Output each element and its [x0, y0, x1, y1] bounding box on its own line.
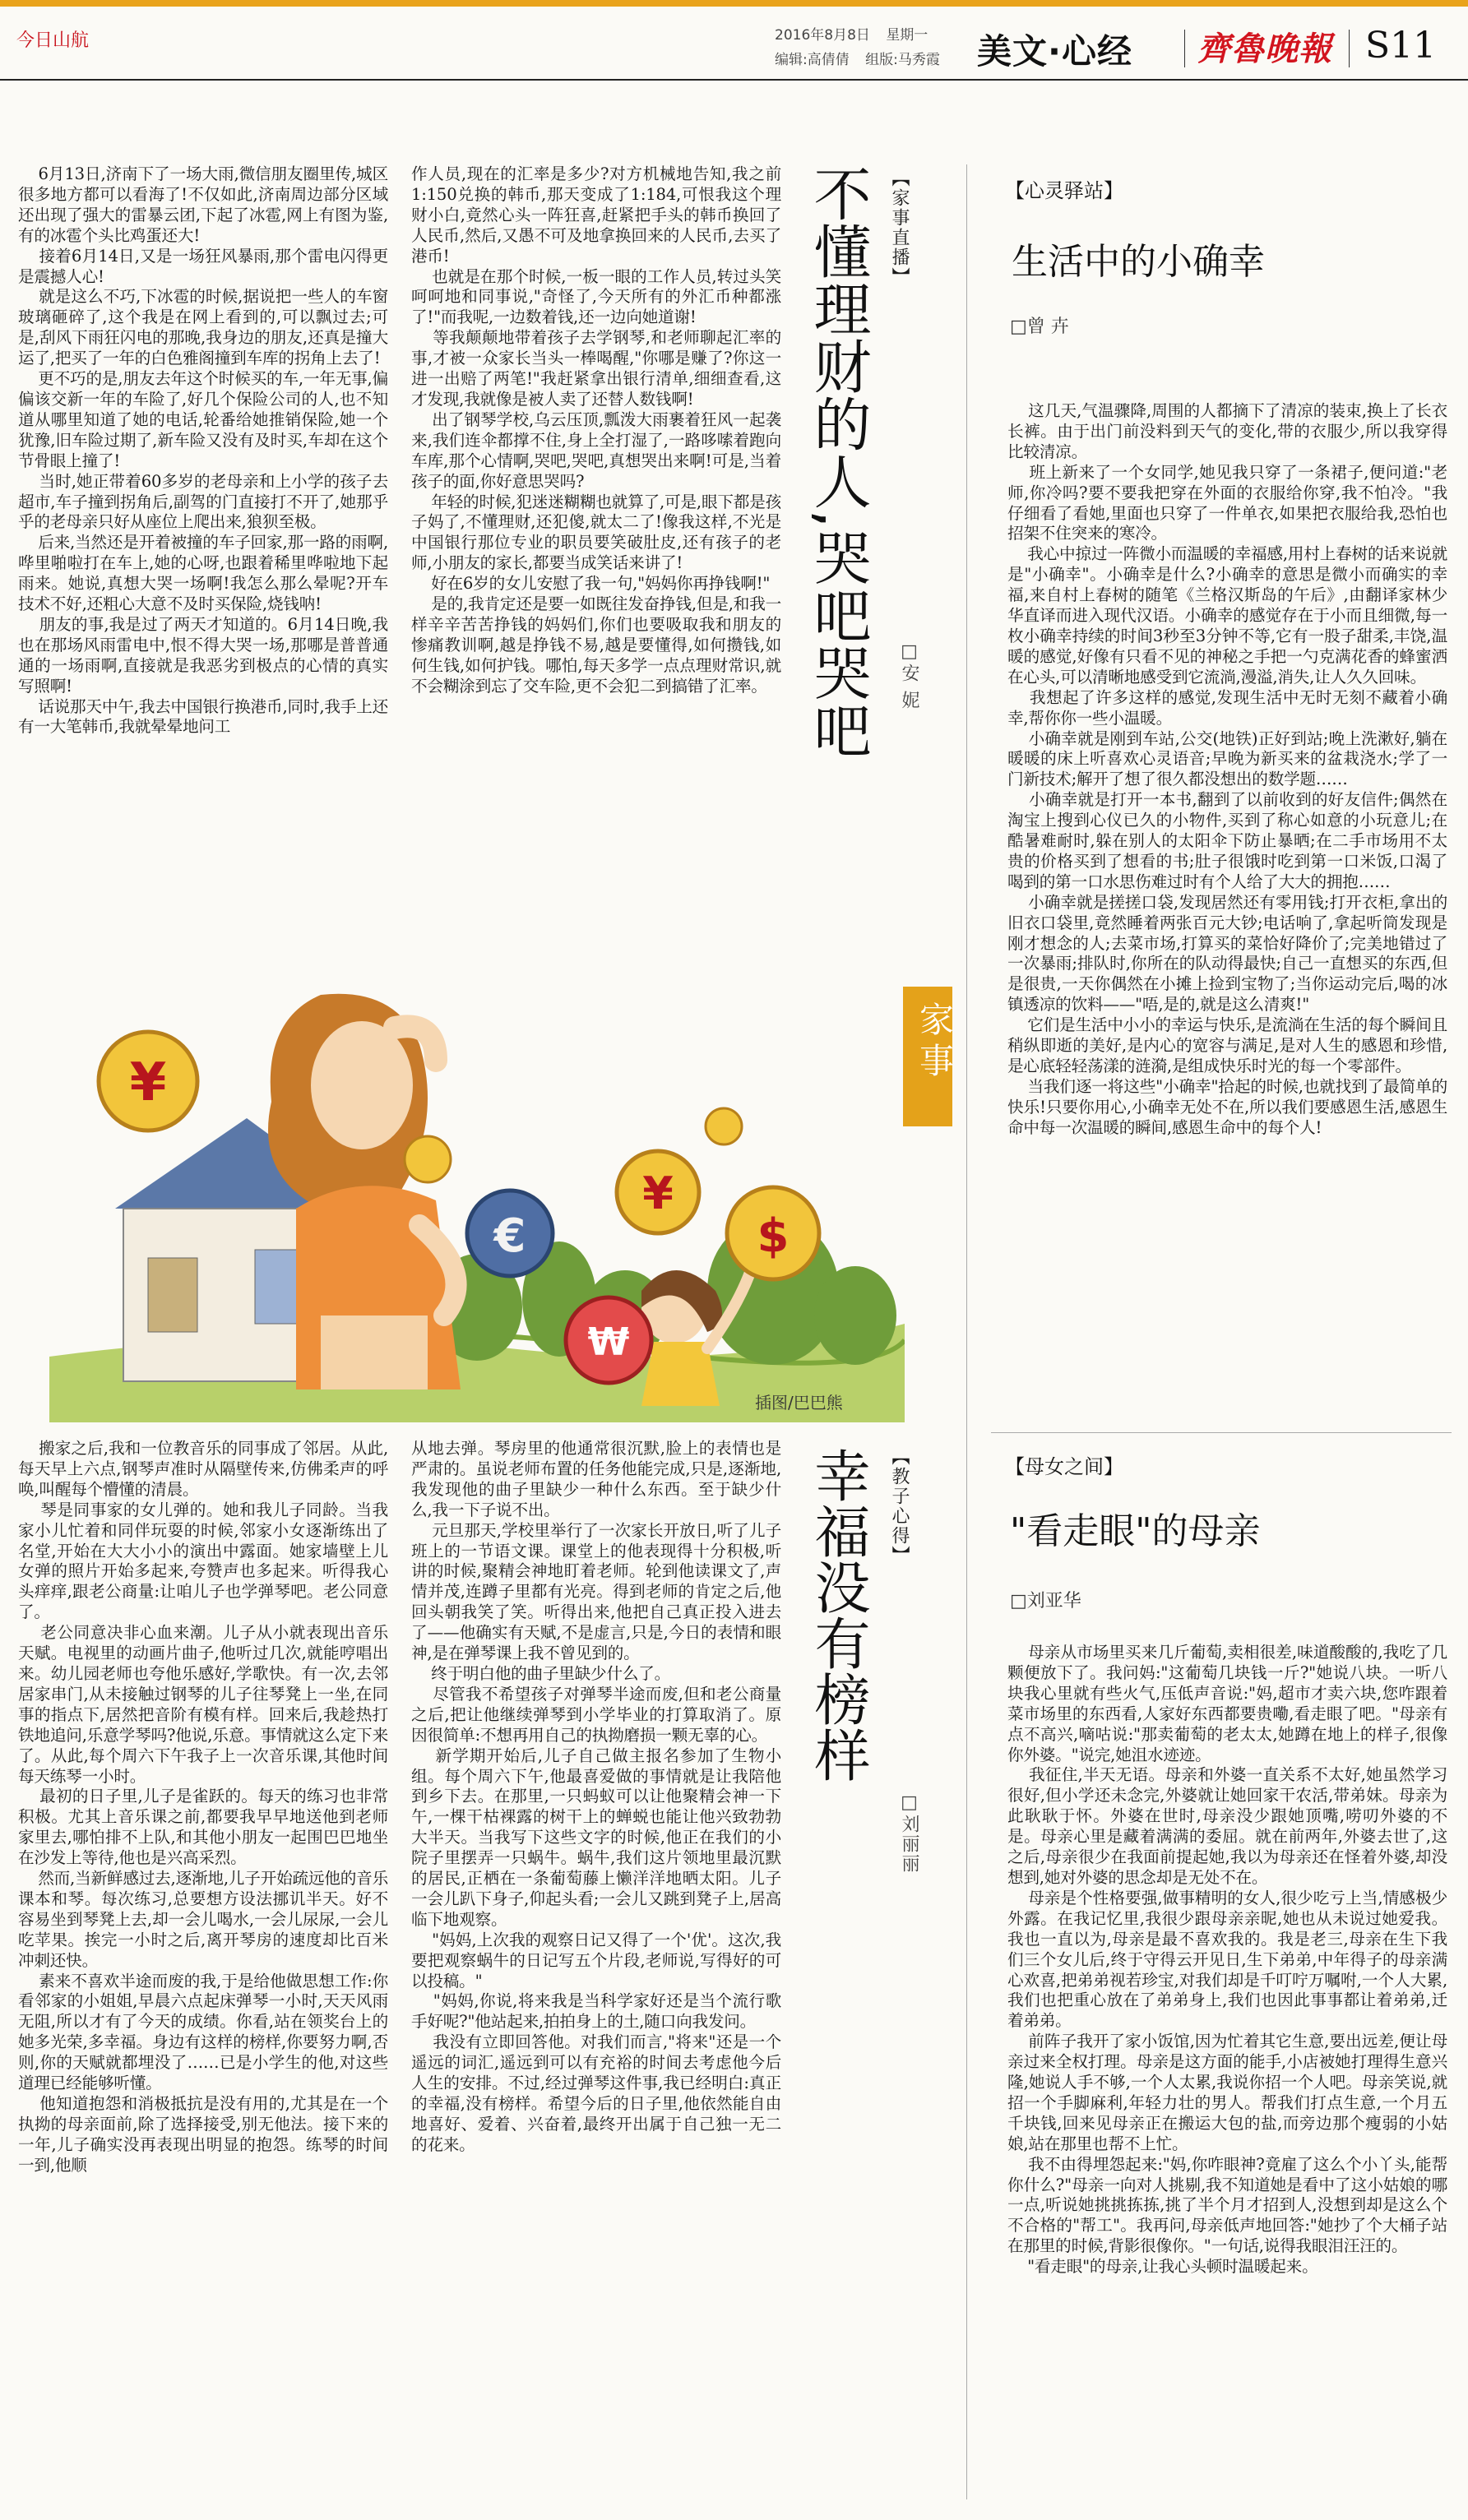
article3-tag: 【心灵驿站】: [1005, 179, 1123, 202]
article2-author: □刘丽丽: [899, 1792, 919, 1874]
page-number: S11: [1365, 25, 1437, 67]
article2-tag: 【教子心得】: [889, 1447, 910, 1565]
svg-text:¥: ¥: [642, 1168, 674, 1219]
header-rule: [0, 79, 1468, 81]
header-divider-2: [1349, 30, 1350, 67]
article4-tag: 【母女之间】: [1005, 1455, 1123, 1478]
paper-logo: 齊魯晚報: [1197, 30, 1332, 68]
article1-column2: 作人员,现在的汇率是多少?对方机械地告知,我之前1:150兑换的韩币,那天变成了1:184,可恨我这个理财小白,竟然心头一阵狂喜,赶紧把手头的韩币换回了人民币,然后,又愚不可及地拿换回来的人民币,去买了港币! 也就是在那个时候,一板一眼的工作人员,转过头笑呵呵地和同事说,"奇怪了,今天所有的外汇币种都涨了!"而我呢,一边数着钱,还一边向她道谢! 等我颠颠地带着孩子去学钢琴,和老师聊起汇率的事,才被一众家长当头一棒喝醒,"你哪是赚了?你这一进一出赔了两笔!"我赶紧拿出银行清单,细细查看,这才发现,我就像是被人卖了还替人数钱啊! 出了钢琴学校,乌云压顶,瓢泼大雨裹着狂风一起袭来,我们连伞都撑不住,身上全打湿了,一路哆嗦着跑向车库,那个心情啊,哭吧,哭吧,真想哭出来啊!可是,当着孩子的面,你好意思哭吗? 年轻的时候,犯迷迷糊糊也就算了,可是,眼下都是孩子妈了,不懂理财,还犯傻,就太二了!像我这样,不光是中国银行那位专业的职员要笑破肚皮,还有孩子的老师,小朋友的家长,都要当成笑话来讲了! 好在6岁的女儿安慰了我一句,"妈妈你再挣钱啊!" 是的,我肯定还是要一如既往发奋挣钱,但是,和我一样辛辛苦苦挣钱的妈妈们,你们也要吸取我和朋友的惨痛教训啊,越是挣钱不易,越是要懂得,如何攒钱,如何生钱,如何护钱。哪怕,每天多学一点点理财常识,就不会糊涂到忘了交车险,更不会犯二到搞错了汇率。: [411, 164, 781, 696]
editor: 编辑:高倩倩: [775, 52, 850, 68]
svg-text:$: $: [757, 1209, 790, 1263]
column-divider: [966, 164, 967, 2499]
right-column-divider: [991, 1432, 1452, 1433]
page-title: 美文·心经: [977, 31, 1132, 72]
svg-text:¥: ¥: [129, 1052, 167, 1113]
article4-title: "看走眼"的母亲: [1010, 1510, 1261, 1552]
article1-author: □安 妮: [899, 641, 919, 710]
family-badge: [903, 987, 955, 1126]
assembler: 组版:马秀霞: [865, 52, 940, 68]
article4-body: 母亲从市场里买来几斤葡萄,卖相很差,味道酸酸的,我吃了几颗便放下了。我问妈:"这葡萄几块钱一斤?"她说八块。一听八块我心里就有些火气,压低声音说:"妈,超市才卖六块,您咋跟着菜市场里的东西看,人家好东西都要贵嘞,看走眼了吧。"母亲有点不高兴,嘀咕说:"那卖葡萄的老太太,她蹲在地上的样子,很像你外婆。"说完,她沮水迹迹。 我征住,半天无语。母亲和外婆一直关系不太好,她虽然学习很好,但小学还未念完,外婆就让她回家干农活,带弟妹。母亲为此耿耿于怀。外婆在世时,母亲没少跟她顶嘴,唠叨外婆的不是。母亲心里是藏着满满的委屈。就在前两年,外婆去世了,这之后,母亲很少在我面前提起她,我以为母亲还在怪着外婆,却没想到,她对外婆的思念却是无处不在。 母亲是个性格要强,做事精明的女人,很少吃亏上当,情感极少外露。在我记忆里,我很少跟母亲亲昵,她也从未说过她爱我。我也一直以为,母亲是最不喜欢我的。我是老三,母亲在生下我们三个女儿后,终于守得云开见日,生下弟弟,中年得子的母亲满心欢喜,把弟弟视若珍宝,对我们却是千叮咛万嘱咐,一个人大累,我们也把重心放在了弟弟身上,我们也因此事事都让着弟弟,迁着弟弟。 前阵子我开了家小饭馆,因为忙着其它生意,要出远差,便让母亲过来全权打理。母亲是这方面的能手,小店被她打理得生意兴隆,她说人手不够,一个人太累,我说你招一个人吧。母亲笑说,就招一个手脚麻利,年轻力壮的男人。帮我们打点生意,一个月五千块钱,回来见母亲正在搬运大包的盐,而旁边那个瘦弱的小姑娘,站在那里也帮不上忙。 我不由得埋怨起来:"妈,你咋眼神?竟雇了这么个小丫头,能帮你什么?"母亲一向对人挑剔,我不知道她是看中了这小姑娘的哪一点,听说她挑挑拣拣,挑了半个月才招到人,没想到却是这么个不合格的"帮工"。我再问,母亲低声地回答:"她抄了个大桶子站在那里的时候,背影很像你。"一句话,说得我眼泪汪汪的。 "看走眼"的母亲,让我心头顿时温暖起来。: [1007, 1643, 1447, 2277]
article1-tag: 【家事直播】: [889, 169, 910, 287]
svg-text:€: €: [493, 1209, 526, 1263]
weekday: 星期一: [886, 27, 928, 44]
date-line: [775, 23, 928, 44]
illustration-art: [49, 962, 905, 1422]
article2-column2: 从地去弹。琴房里的他通常很沉默,脸上的表情也是严肃的。虽说老师布置的任务他能完成,只是,逐渐地,我发现他的曲子里缺少一种什么东西。至于缺少什么,我一下子说不出。 元旦那天,学校里举行了一次家长开放日,听了儿子班上的一节语文课。课堂上的他表现得十分积极,听讲的时候,聚精会神地盯着老师。轮到他读课文了,声情并茂,连蹲子里都有光亮。得到老师的肯定之后,他回头朝我笑了笑。听得出来,他把自己真正投入进去了——他确实有天赋,不是虚言,只是,今日的表情和眼神,是在弹琴课上我不曾见到的。 终于明白他的曲子里缺少什么了。 尽管我不希望孩子对弹琴半途而废,但和老公商量之后,把让他继续弹琴到小学毕业的打算取消了。原因很简单:不想再用自己的执拗磨损一颗无辜的心。 新学期开始后,儿子自己做主报名参加了生物小组。每个周六下午,他最喜爱做的事情就是让我陪他到乡下去。在那里,一只蚂蚁可以让他聚精会神一下午,一棵干枯裸露的树干上的蝉蜕也能让他兴致勃勃大半天。当我写下这些文字的时候,他正在我们的小院子里摆弄一只蜗牛。蜗牛,我们这片领地里最沉默的居民,正栖在一条葡萄藤上懒洋洋地晒太阳。儿子一会儿趴下身子,仰起头看;一会儿又跳到凳子上,居高临下地观察。 "妈妈,上次我的观察日记又得了一个'优'。这次,我要把观察蜗牛的日记写五个片段,老师说,写得好的可以投稿。" "妈妈,你说,将来我是当科学家好还是当个流行歌手好呢?"他站起来,拍拍身上的土,随口向我发问。 我没有立即回答他。对我们而言,"将来"还是一个遥远的词汇,遥远到可以有充裕的时间去考虑他今后人生的安排。不过,经过弹琴这件事,我已经明白:真正的幸福,没有榜样。希望今后的日子里,他依然能自由地喜好、爱着、兴奋着,最终开出属于自己独一无二的花来。: [411, 1439, 781, 2154]
article2-column1: 搬家之后,我和一位教音乐的同事成了邻居。从此,每天早上六点,钢琴声准时从隔壁传来,仿佛柔声的呼唤,叫醒每个懵懂的清晨。 琴是同事家的女儿弹的。她和我儿子同龄。当我家小儿忙着和同伴玩耍的时候,邻家小女逐渐练出了名堂,开始在大大小小的演出中露面。她家墙壁上儿女弹的照片开始多起来,夸赞声也多起来。听得我心头痒痒,跟老公商量:让咱儿子也学弹琴吧。老公同意了。 老公同意决非心血来潮。儿子从小就表现出音乐天赋。电视里的动画片曲子,他听过几次,就能哼唱出来。幼儿园老师也夸他乐感好,学歌快。有一次,去邻居家串门,从未接触过钢琴的儿子往琴凳上一坐,在同事的指点下,居然把音阶有模有样。回来后,我趁热打铁地追问,乐意学琴吗?他说,乐意。事情就这么定下来了。从此,每个周六下午我子上一次音乐课,其他时间每天练琴一小时。 最初的日子里,儿子是雀跃的。每天的练习也非常积极。尤其上音乐课之前,都要我早早地送他到老师家里去,哪怕排不上队,和其他小朋友一起围巴巴地坐在沙发上等待,他也是兴高采烈。 然而,当新鲜感过去,逐渐地,儿子开始疏远他的音乐课本和琴。每次练习,总要想方设法挪讥半天。好不容易坐到琴凳上去,却一会儿喝水,一会儿尿尿,一会儿吃苹果。挨完一小时之后,离开琴房的速度却比百米冲刺还快。 素来不喜欢半途而废的我,于是给他做思想工作:你看邻家的小姐姐,早晨六点起床弹琴一小时,天天风雨无阻,所以才有了今天的成绩。你看,站在领奖台上的她多光荣,多幸福。身边有这样的榜样,你要努力啊,否则,你的天赋就都埋没了……已是小学生的他,对这些道理已经能够听懂。 他知道抱怨和消极抵抗是没有用的,尤其是在一个执拗的母亲面前,除了选择接受,别无他法。接下来的一年,儿子确实没再表现出明显的抱怨。练琴的时间一到,他顺: [18, 1439, 388, 2175]
illustration-credit: 插图/巴巴熊: [755, 1393, 843, 1413]
article3-body: 这几天,气温骤降,周围的人都摘下了清凉的装束,换上了长衣长裤。由于出门前没料到天气的变化,带的衣服少,所以我穿得比较清凉。 班上新来了一个女同学,她见我只穿了一条裙子,便问道:"老师,你冷吗?要不要我把穿在外面的衣服给你穿,我不怕冷。"我仔细看了看她,里面也只穿了一件单衣,如果把衣服给我,恐怕也招架不住突来的寒冷。 我心中掠过一阵微小而温暖的幸福感,用村上春树的话来说就是"小确幸"。小确幸是什么?小确幸的意思是微小而确实的幸福,来自村上春树的随笔《兰格汉斯岛的午后》,由翻译家林少华直译而进入现代汉语。小确幸的感觉存在于小而且细微,每一枚小确幸持续的时间3秒至3分钟不等,它有一股子甜柔,丰饶,温暖的感觉,好像有只看不见的神秘之手把一勺克满花香的蜂蜜洒在心头,可以清晰地感受到它流淌,漫溢,消失,让人久久回味。 我想起了许多这样的感觉,发现生活中无时无刻不藏着小确幸,帮你你一些小温暖。 小确幸就是刚到车站,公交(地铁)正好到站;晚上洗漱好,躺在暖暖的床上听喜欢心灵语音;早晚为新买来的盆栽浇水;学了一门新技术;解开了想了很久都没想出的数学题…… 小确幸就是打开一本书,翻到了以前收到的好友信件;偶然在淘宝上搜到心仪已久的小物件,买到了称心如意的小玩意儿;在酷暑难耐时,躲在别人的太阳伞下防止暴晒;在二手市场用不太贵的价格买到了想看的书;肚子很饿时吃到第一口米饭,口渴了喝到的第一口水思伤难过时有个人给了大大的拥抱…… 小确幸就是搓搓口袋,发现居然还有零用钱;打开衣柜,拿出的旧衣口袋里,竟然睡着两张百元大钞;电话响了,拿起听筒发现是刚才想念的人;去菜市场,打算买的菜恰好降价了;完美地错过了一次暴雨;排队时,你所在的队动得最快;自己一直想买的东西,但是很贵,一天你偶然在小摊上捡到宝物了;当你运动完后,喝的冰镇透凉的饮料——"唔,是的,就是这么清爽!" 它们是生活中小小的幸运与快乐,是流淌在生活的每个瞬间且稍纵即逝的美好,是内心的宽容与满足,是对人生的感恩和珍惜,是心底轻轻荡漾的涟漪,是组成快乐时光的每一个零部件。 当我们逐一将这些"小确幸"拾起的时候,也就找到了最简单的快乐!只要你用心,小确幸无处不在,所以我们要感恩生活,感恩生命中每一次温暖的瞬间,感恩生命中的每个人!: [1007, 401, 1447, 1137]
illustration: [49, 962, 905, 1422]
article4-author: □刘亚华: [1010, 1591, 1081, 1611]
woman-figure: [268, 994, 461, 1389]
article3-title: 生活中的小确幸: [1012, 241, 1265, 283]
issue-date: 2016年8月8日: [775, 27, 870, 44]
article3-author: □曾 卉: [1010, 317, 1069, 337]
section-label: 今日山航: [16, 30, 90, 51]
family-badge-label: 家事: [915, 1001, 955, 1084]
top-color-bar: [0, 0, 1468, 7]
editor-line: [775, 48, 940, 68]
article2-title: 幸福没有榜样: [805, 1447, 870, 1782]
svg-text:₩: ₩: [587, 1320, 630, 1364]
article1-title: 不懂理财的人,哭吧哭吧: [804, 164, 872, 759]
article1-column1: 6月13日,济南下了一场大雨,微信朋友圈里传,城区很多地方都可以看海了!不仅如此,济南周边部分区域还出现了强大的雷暴云团,下起了冰雹,网上有图为鉴,有的冰雹个头比鸡蛋还大! 接着6月14日,又是一场狂风暴雨,那个雷电闪得更是震撼人心! 就是这么不巧,下冰雹的时候,据说把一些人的车窗玻璃砸碎了,这个我是在网上看到的,可以飘过去;可是,刮风下雨狂闪电的那晚,我身边的朋友,还真是撞大运了,把买了一年的白色雅阁撞到车库的拐角上去了! 更不巧的是,朋友去年这个时候买的车,一年无事,偏偏该交新一年的车险了,好几个保险公司的人,也不知道从哪里知道了她的电话,轮番给她推销保险,她一个犹豫,旧车险过期了,新车险又没有及时买,车却在这个节骨眼上撞了! 当时,她正带着60多岁的老母亲和上小学的孩子去超市,车子撞到拐角后,副驾的门直接打不开了,她那乎乎的老母亲只好从座位上爬出来,狼狈至极。 后来,当然还是开着被撞的车子回家,那一路的雨啊,哗里啪啦打在车上,她的心呀,也跟着稀里哗啦地下起雨来。她说,真想大哭一场啊!我怎么那么晕呢?开车技术不好,还粗心大意不及时买保险,烧钱呐! 朋友的事,我是过了两天才知道的。6月14日晚,我也在那场风雨雷电中,恨不得大哭一场,那哪是普普通通的一场雨啊,直接就是我恶劣到极点的心情的真实写照啊! 话说那天中午,我去中国银行换港币,同时,我手上还有一大笔韩币,我就晕晕地问工: [18, 164, 388, 737]
header-divider: [1184, 30, 1185, 67]
